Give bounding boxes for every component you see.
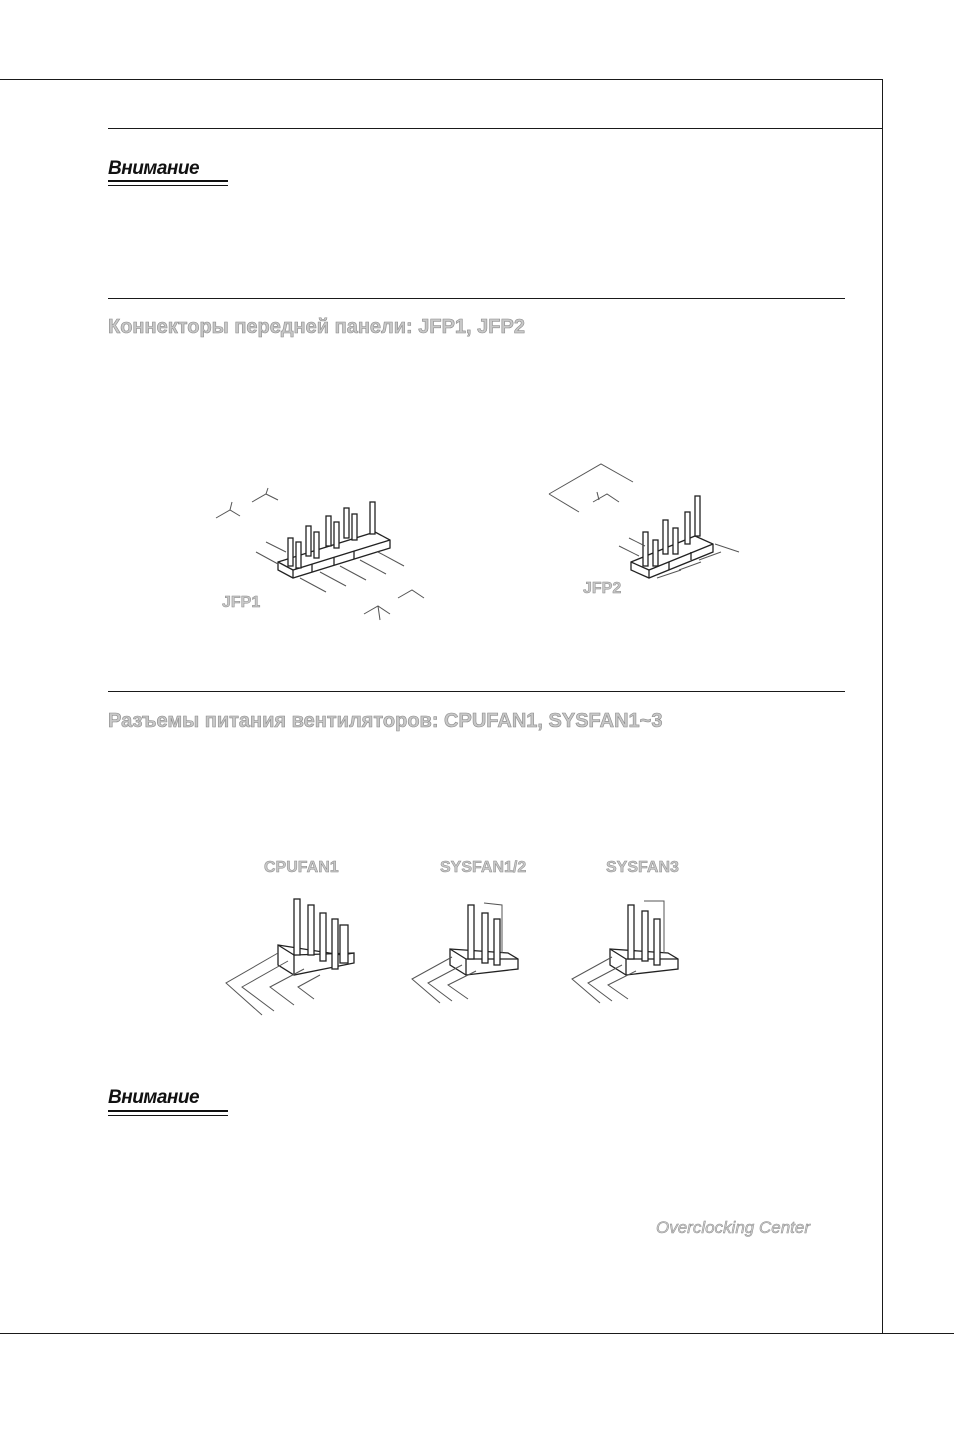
right-frame-line [882,79,883,1334]
note-underline-bottom [108,1110,228,1116]
sysfan12-label: SYSFAN1/2 [440,859,527,876]
footer-chapter-label: Overclocking Center [655,1218,810,1237]
cpufan1-label: CPUFAN1 [264,859,339,876]
section-title-front-panel: Коннекторы передней панели: JFP1, JFP2 [108,316,525,338]
section-rule-fan-power [108,691,845,692]
note-heading-bottom: Внимание [108,1087,200,1108]
section-title-fan-power: Разъемы питания вентиляторов: CPUFAN1, SYSFAN1~3 [108,710,663,732]
jfp1-label: JFP1 [222,594,261,611]
sysfan12-connector-diagram [410,895,530,1015]
top-frame-line [0,79,882,80]
section-rule-front-panel [108,298,845,299]
bottom-frame-line [0,1333,954,1334]
header-rule [108,128,882,129]
note-heading-top: Внимание [108,158,200,179]
note-underline-top [108,180,228,186]
sysfan3-label: SYSFAN3 [606,859,679,876]
sysfan3-connector-diagram [570,895,690,1015]
jfp2-connector-diagram [545,460,745,590]
cpufan1-connector-diagram [222,895,362,1025]
jfp2-label: JFP2 [583,580,622,597]
